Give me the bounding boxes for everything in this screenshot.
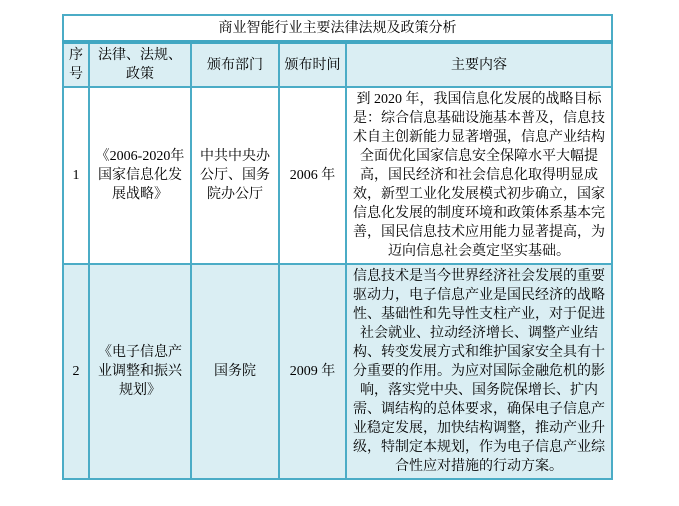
policy-analysis-table — [62, 14, 613, 480]
table-header-row — [63, 42, 612, 87]
law-cell: 《电子信息产业调整和振兴规划》 — [89, 264, 191, 479]
time-cell: 2006 年 — [279, 87, 346, 264]
dept-cell: 中共中央办公厅、国务院办公厅 — [191, 87, 279, 264]
table-title-row — [63, 15, 612, 42]
dept-cell: 国务院 — [191, 264, 279, 479]
table-row — [63, 87, 612, 264]
header-cell-time: 颁布时间 — [279, 42, 346, 87]
content-cell: 信息技术是当今世界经济社会发展的重要驱动力，电子信息产业是国民经济的战略性、基础性和先导性支柱产业，对于促进社会就业、拉动经济增长、调整产业结构、转变发展方式和维护国家安全具有十分重要的作用。为应对国际金融危机的影响，落实党中央、国务院保增长、扩内需、调结构的总体要求，确保电子信息产业稳定发展，加快结构调整，推动产业升级，特制定本规划，作为电子信息产业综合性应对措施的行动方案。 — [346, 264, 612, 479]
law-cell: 《2006-2020年国家信息化发展战略》 — [89, 87, 191, 264]
header-cell-content: 主要内容 — [346, 42, 612, 87]
time-cell: 2009 年 — [279, 264, 346, 479]
table-title: 商业智能行业主要法律法规及政策分析 — [63, 15, 612, 42]
header-cell-seq: 序号 — [63, 42, 89, 87]
table-row — [63, 264, 612, 479]
seq-cell: 2 — [63, 264, 89, 479]
seq-cell: 1 — [63, 87, 89, 264]
content-cell: 到 2020 年，我国信息化发展的战略目标是：综合信息基础设施基本普及，信息技术自主创新能力显著增强，信息产业结构全面优化国家信息安全保障水平大幅提高，国民经济和社会信息化取得明显成效，新型工业化发展模式初步确立，国家信息化发展的制度环境和政策体系基本完善，国民信息技术应用能力显著提高，为迈向信息社会奠定坚实基础。 — [346, 87, 612, 264]
header-cell-dept: 颁布部门 — [191, 42, 279, 87]
header-cell-law: 法律、法规、政策 — [89, 42, 191, 87]
